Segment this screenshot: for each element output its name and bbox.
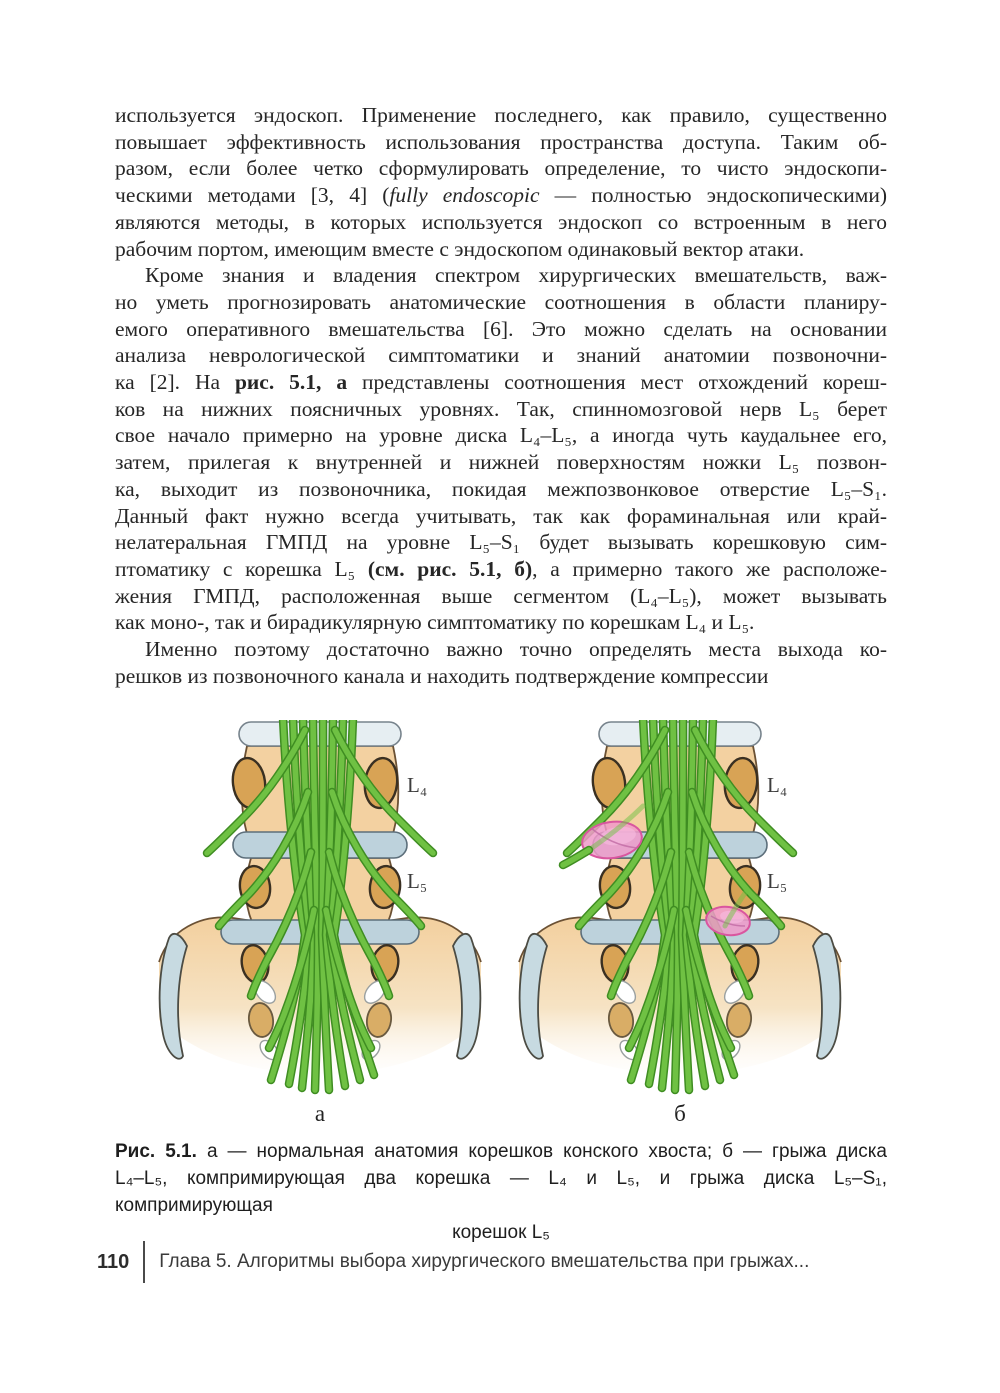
text-run: представлены соотношения мест отхождений кореш- [347,370,887,395]
figure-panel-b [515,720,845,1127]
text-line: ка, выходит из позвоночника, покидая межпозвонковое отверстие L₅–S₁. [115,476,887,501]
text-run: , а примерно такого же расположе- [532,556,887,581]
text-line: Именно поэтому достаточно важно точно определять места выхода ко- [145,637,887,662]
text-line [115,369,887,396]
page-number: 110 [97,1250,130,1273]
l5-label: L₅ [767,869,788,893]
text-line [115,556,887,583]
text-line: нелатеральная ГМПД на уровне L₅–S₁ будет вызывать корешковую сим- [115,530,887,555]
paragraph-1 [115,102,887,262]
text-line: решков из позвоночного канала и находить подтверждение компрессии [115,663,769,688]
text-line: разом, если более четко сформулировать определение, то чисто эндоскопи- [115,156,887,181]
text-line: затем, прилегая к внутренней и нижней поверхностям ножки L₅ позвон- [115,450,887,475]
text-line: свое начало примерно на уровне диска L₄–L₅, а иногда чуть каудальнее его, [115,423,887,448]
text-run: птоматику с корешка L₅ [115,556,368,581]
paragraph-3 [115,636,887,689]
text-run: — полностью эндоскопическими) [539,183,887,208]
footer-divider [143,1241,145,1283]
bold-run: (см. рис. 5.1, б) [367,556,533,581]
text-line: жения ГМПД, расположенная выше сегментом (L₄–L₅), может вызывать [115,583,887,608]
text-line: ков на нижних поясничных уровнях. Так, спинномозговой нерв L₅ берет [115,396,887,421]
caption-line: корешок L₅ [452,1222,550,1243]
figure-caption [115,1138,887,1246]
paragraph-2 [115,262,887,636]
text-line [115,182,887,209]
figure-5-1 [0,720,1000,1127]
text-line: емого оперативного вмешательства [6]. Это можно сделать на основании [115,316,887,341]
spine-illustration-a [155,720,485,1098]
text-line: но уметь прогнозировать анатомические соотношения в области планиру- [115,289,887,314]
running-title: Глава 5. Алгоритмы выбора хирургического вмешательства при грыжах... [159,1251,810,1272]
l4-label: L₄ [767,773,788,797]
text-line: используется эндоскоп. Применение последнего, как правило, существенно [115,103,887,127]
figure-panels [0,720,1000,1127]
caption-text: а — нормальная анатомия корешков конского хвоста; б — грыжа диска [196,1141,887,1162]
text-line: анализа неврологической симптоматики и знаний анатомии позвоночни- [115,343,887,368]
text-run: ческими методами [3, 4] ( [115,183,390,208]
caption-tag: Рис. 5.1. [115,1141,197,1162]
caption-line [115,1138,887,1165]
text-line: рабочим портом, имеющим вместе с эндоскопом одинаковый вектор атаки. [115,236,805,261]
page-footer [97,1241,809,1283]
body-text [115,102,887,689]
l5-label: L₅ [407,869,428,893]
text-line: являются методы, в которых используется эндоскоп со встроенным в него [115,209,887,234]
text-run: ка [2]. На [115,370,235,395]
text-line: Данный факт нужно всегда учитывать, так как фораминальная или край- [115,503,887,528]
caption-line: L₄–L₅, компримирующая два корешка — L₄ и L₅, и грыжа диска L₅–S₁, компримирующая [115,1168,887,1216]
spine-illustration-b [515,720,845,1098]
text-line: Кроме знания и владения спектром хирургических вмешательств, важ- [145,263,887,288]
panel-a-label: а [314,1101,326,1126]
figure-panel-a [155,720,485,1127]
panel-b-label: б [674,1101,686,1126]
text-line: повышает эффективность использования пространства доступа. Таким об- [115,129,887,154]
bold-run: рис. 5.1, а [234,370,348,395]
italic-run: fully endoscopic [389,183,540,208]
l4-label: L₄ [407,773,428,797]
text-line: как моно-, так и бирадикулярную симптоматику по корешкам L₄ и L₅. [115,610,755,635]
